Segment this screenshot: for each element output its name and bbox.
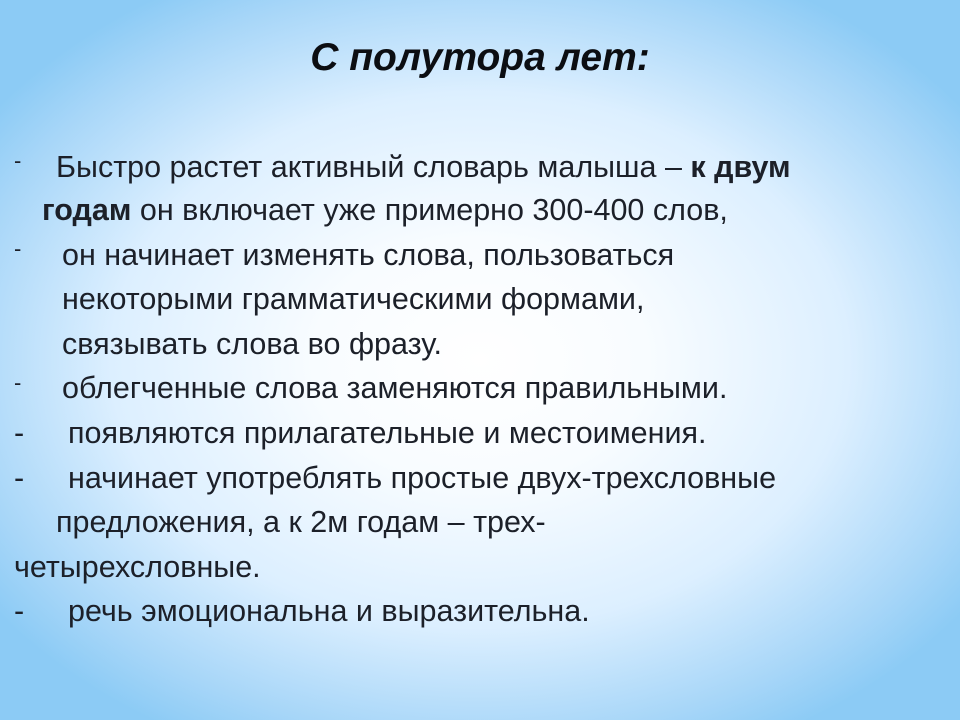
bullet-marker: - (14, 148, 22, 173)
bullet-3-line-1: облегченные слова заменяются правильными. (62, 371, 728, 405)
bullet-2-line-1: он начинает изменять слова, пользоваться (62, 238, 675, 272)
bullet-marker: - (14, 370, 22, 395)
bullet-1-text: Быстро растет активный словарь малыша – (56, 150, 691, 184)
slide-title: С полутора лет: (310, 36, 650, 79)
bullet-4-line-1: появляются прилагательные и местоимения. (68, 416, 707, 450)
bullet-2-line-3: связывать слова во фразу. (62, 327, 442, 361)
bullet-5-line-3: четырехсловные. (14, 550, 261, 584)
bullet-1-line-1 (56, 150, 791, 185)
bullet-5-line-1: начинает употреблять простые двух-трехсловные (68, 461, 777, 495)
bullet-marker: - (14, 236, 22, 261)
bullet-marker: - (14, 461, 25, 495)
bullet-1-bold: к двум (690, 150, 791, 184)
bullet-1-line-2-text: он включает уже примерно 300-400 слов, (131, 193, 728, 227)
bullet-2-line-2: некоторыми грамматическими формами, (62, 282, 645, 316)
bullet-1-line-2-bold: годам (42, 193, 132, 227)
bullet-6-line-1: речь эмоциональна и выразительна. (68, 594, 590, 628)
bullet-marker: - (14, 416, 25, 450)
bullet-5-line-2: предложения, а к 2м годам – трех- (56, 505, 546, 539)
bullet-marker: - (14, 594, 25, 628)
bullet-1-line-2 (42, 193, 728, 228)
